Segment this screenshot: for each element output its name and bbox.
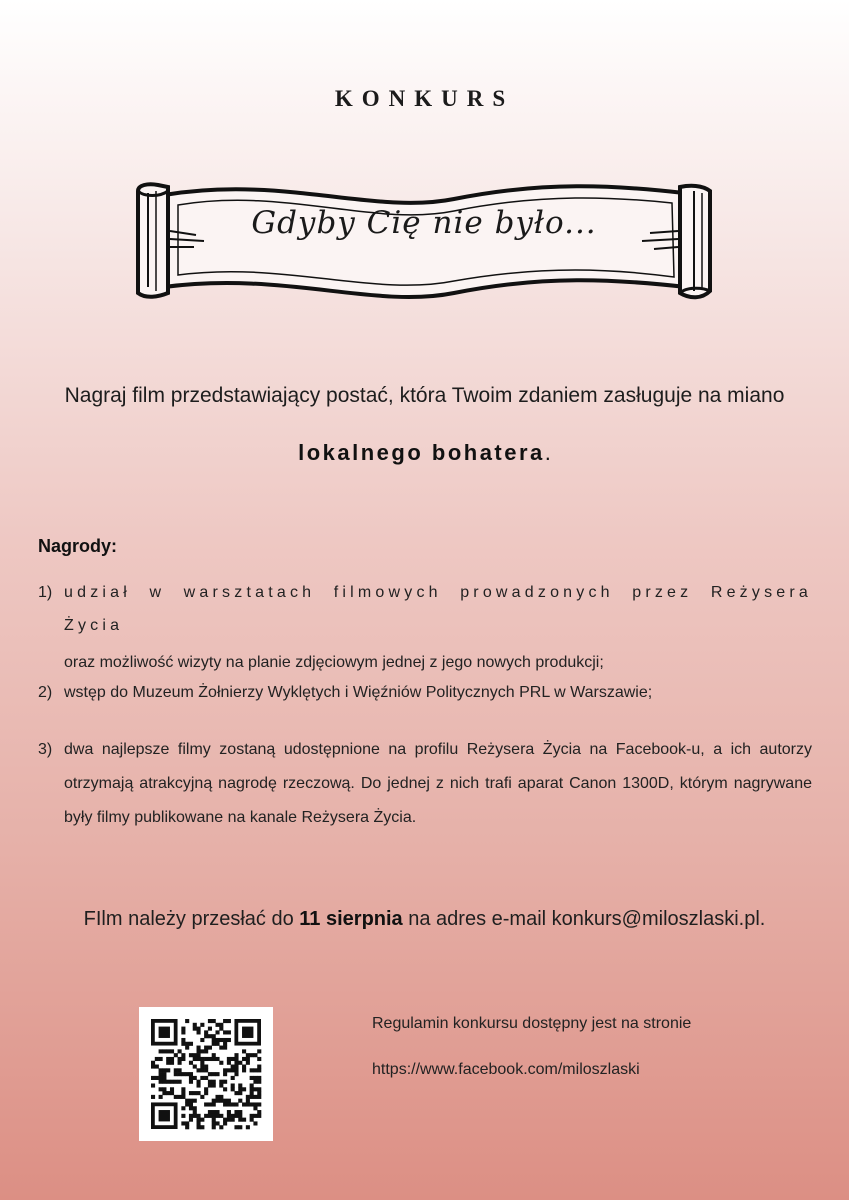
prize-line-2: oraz możliwość wizyty na planie zdjęciowym jednej z jego nowych produkcji;	[64, 654, 604, 671]
prizes-heading: Nagrody:	[38, 536, 118, 556]
prize-item-1	[38, 576, 812, 679]
hero-suffix: .	[544, 440, 551, 465]
prize-item-2	[38, 676, 812, 709]
rules-link[interactable]: https://www.facebook.com/miloszlaski	[372, 1061, 640, 1078]
scroll-banner	[134, 175, 714, 303]
banner-title: Gdyby Cię nie było...	[251, 205, 597, 241]
rules-info	[372, 1012, 691, 1082]
hero-line	[0, 440, 849, 466]
hero-bold-text: lokalnego bohatera	[298, 440, 545, 465]
prize-number: 2)	[38, 684, 53, 701]
contest-title: KONKURS	[334, 86, 515, 111]
prize-text: wstęp do Muzeum Żołnierzy Wyklętych i Więźniów Politycznych PRL w Warszawie;	[64, 684, 653, 701]
qr-code	[139, 1007, 273, 1141]
intro-text: Nagraj film przedstawiający postać, która Twoim zdaniem zasługuje na miano	[64, 384, 785, 407]
qr-code-icon	[139, 1007, 273, 1141]
deadline-text	[0, 908, 849, 931]
prize-number: 1)	[38, 584, 53, 601]
deadline-date: 11 sierpnia	[299, 908, 403, 930]
prize-number: 3)	[38, 741, 53, 758]
prize-text: dwa najlepsze filmy zostaną udostępnione na profilu Reżysera Życia na Facebook-u, a ich autorzy otrzymają atrakcyjną nagrodę rzeczową. Do jednej z nich trafi aparat Canon 1300D, którym nagrywane były filmy publikowane na kanale Reżysera Życia.	[64, 741, 812, 826]
prize-item-3	[38, 733, 812, 835]
deadline-before: FIlm należy przesłać do	[83, 908, 300, 930]
deadline-after: na adres e-mail konkurs@miloszlaski.pl.	[402, 908, 766, 930]
rules-text: Regulamin konkursu dostępny jest na stronie	[372, 1015, 692, 1032]
prize-line-1: udział w warsztatach filmowych prowadzonych przez Reżysera Życia	[64, 584, 812, 634]
